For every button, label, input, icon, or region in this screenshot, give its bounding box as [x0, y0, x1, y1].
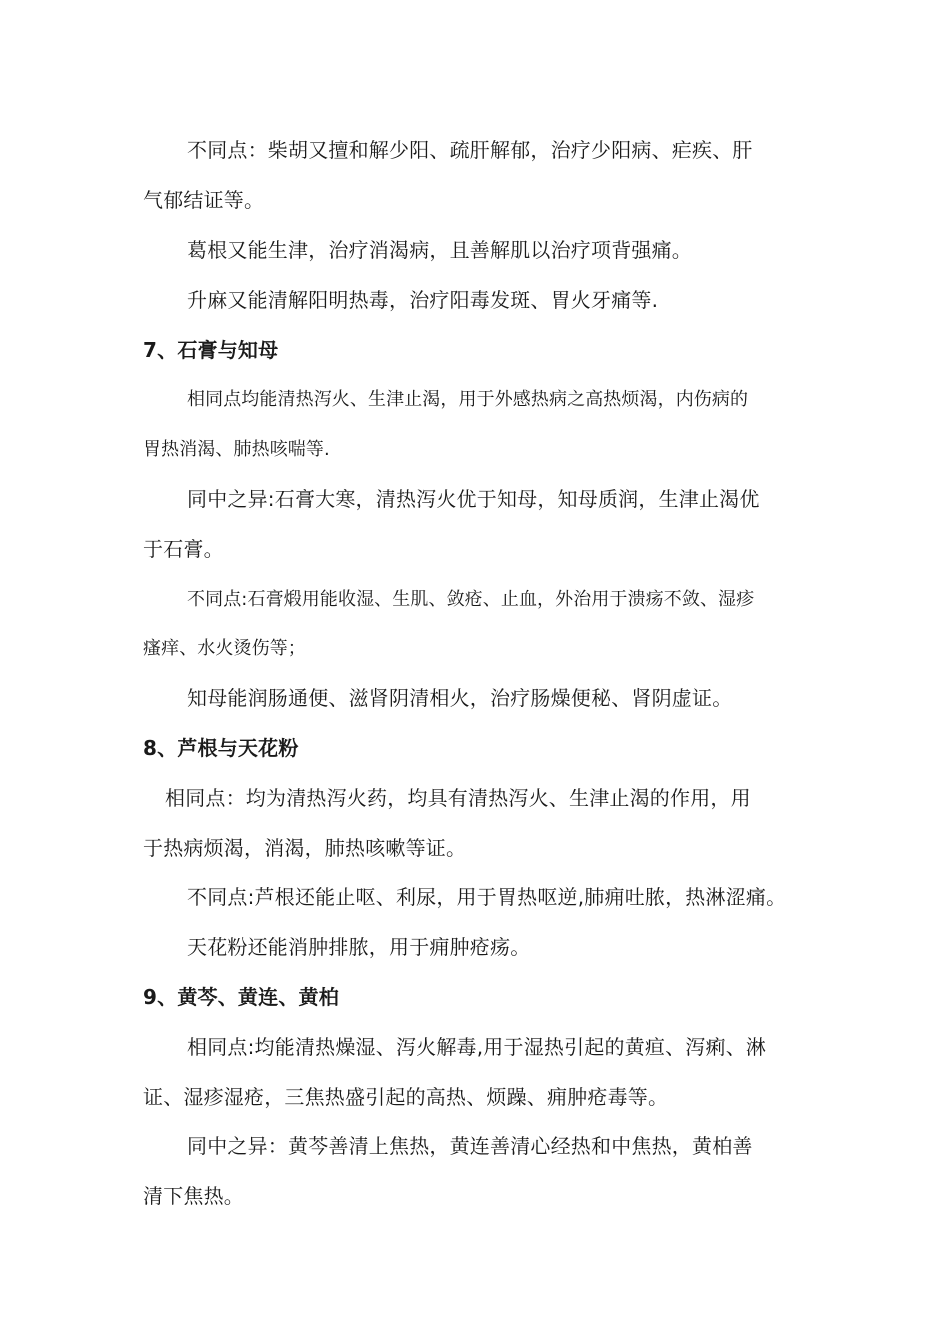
paragraph-line: 胃热消渴、肺热咳喘等. [143, 439, 330, 460]
paragraph-line: 相同点:均能清热燥湿、泻火解毒,用于湿热引起的黄疸、泻痢、淋 [187, 1035, 767, 1059]
paragraph-line: 清下焦热。 [143, 1184, 244, 1208]
paragraph-line: 于热病烦渴，消渴，肺热咳嗽等证。 [143, 836, 467, 860]
paragraph-line: 不同点：柴胡又擅和解少阳、疏肝解郁，治疗少阳病、疟疾、肝 [187, 138, 753, 162]
paragraph-line: 于石膏。 [143, 537, 224, 561]
paragraph-line: 相同点均能清热泻火、生津止渴，用于外感热病之高热烦渴，内伤病的 [187, 389, 749, 410]
paragraph-line: 气郁结证等。 [143, 188, 265, 212]
paragraph-line: 升麻又能清解阳明热毒，治疗阳毒发斑、胃火牙痛等. [187, 288, 659, 312]
paragraph-line: 不同点:芦根还能止呕、利尿，用于胃热呕逆,肺痈吐脓，热淋涩痛。 [187, 885, 787, 909]
paragraph-line: 瘙痒、水火烫伤等； [143, 638, 306, 659]
section-heading: 7、石膏与知母 [143, 338, 279, 362]
paragraph-line: 天花粉还能消肿排脓，用于痈肿疮疡。 [187, 935, 531, 959]
paragraph-line: 葛根又能生津，治疗消渴病，且善解肌以治疗项背强痛。 [187, 238, 692, 262]
paragraph-line: 不同点:石膏煅用能收湿、生肌、敛疮、止血，外治用于溃疡不敛、湿疹 [187, 589, 755, 610]
paragraph-line: 知母能润肠通便、滋肾阴清相火，治疗肠燥便秘、肾阴虚证。 [187, 686, 733, 710]
section-heading: 9、黄芩、黄连、黄柏 [143, 985, 339, 1009]
paragraph-line: 证、湿疹湿疮，三焦热盛引起的高热、烦躁、痈肿疮毒等。 [143, 1085, 669, 1109]
paragraph-line: 相同点：均为清热泻火药，均具有清热泻火、生津止渴的作用，用 [165, 786, 751, 810]
paragraph-line: 同中之异：黄芩善清上焦热，黄连善清心经热和中焦热，黄柏善 [187, 1134, 753, 1158]
paragraph-line: 同中之异:石膏大寒，清热泻火优于知母，知母质润，生津止渴优 [187, 487, 760, 511]
section-heading: 8、芦根与天花粉 [143, 736, 299, 760]
